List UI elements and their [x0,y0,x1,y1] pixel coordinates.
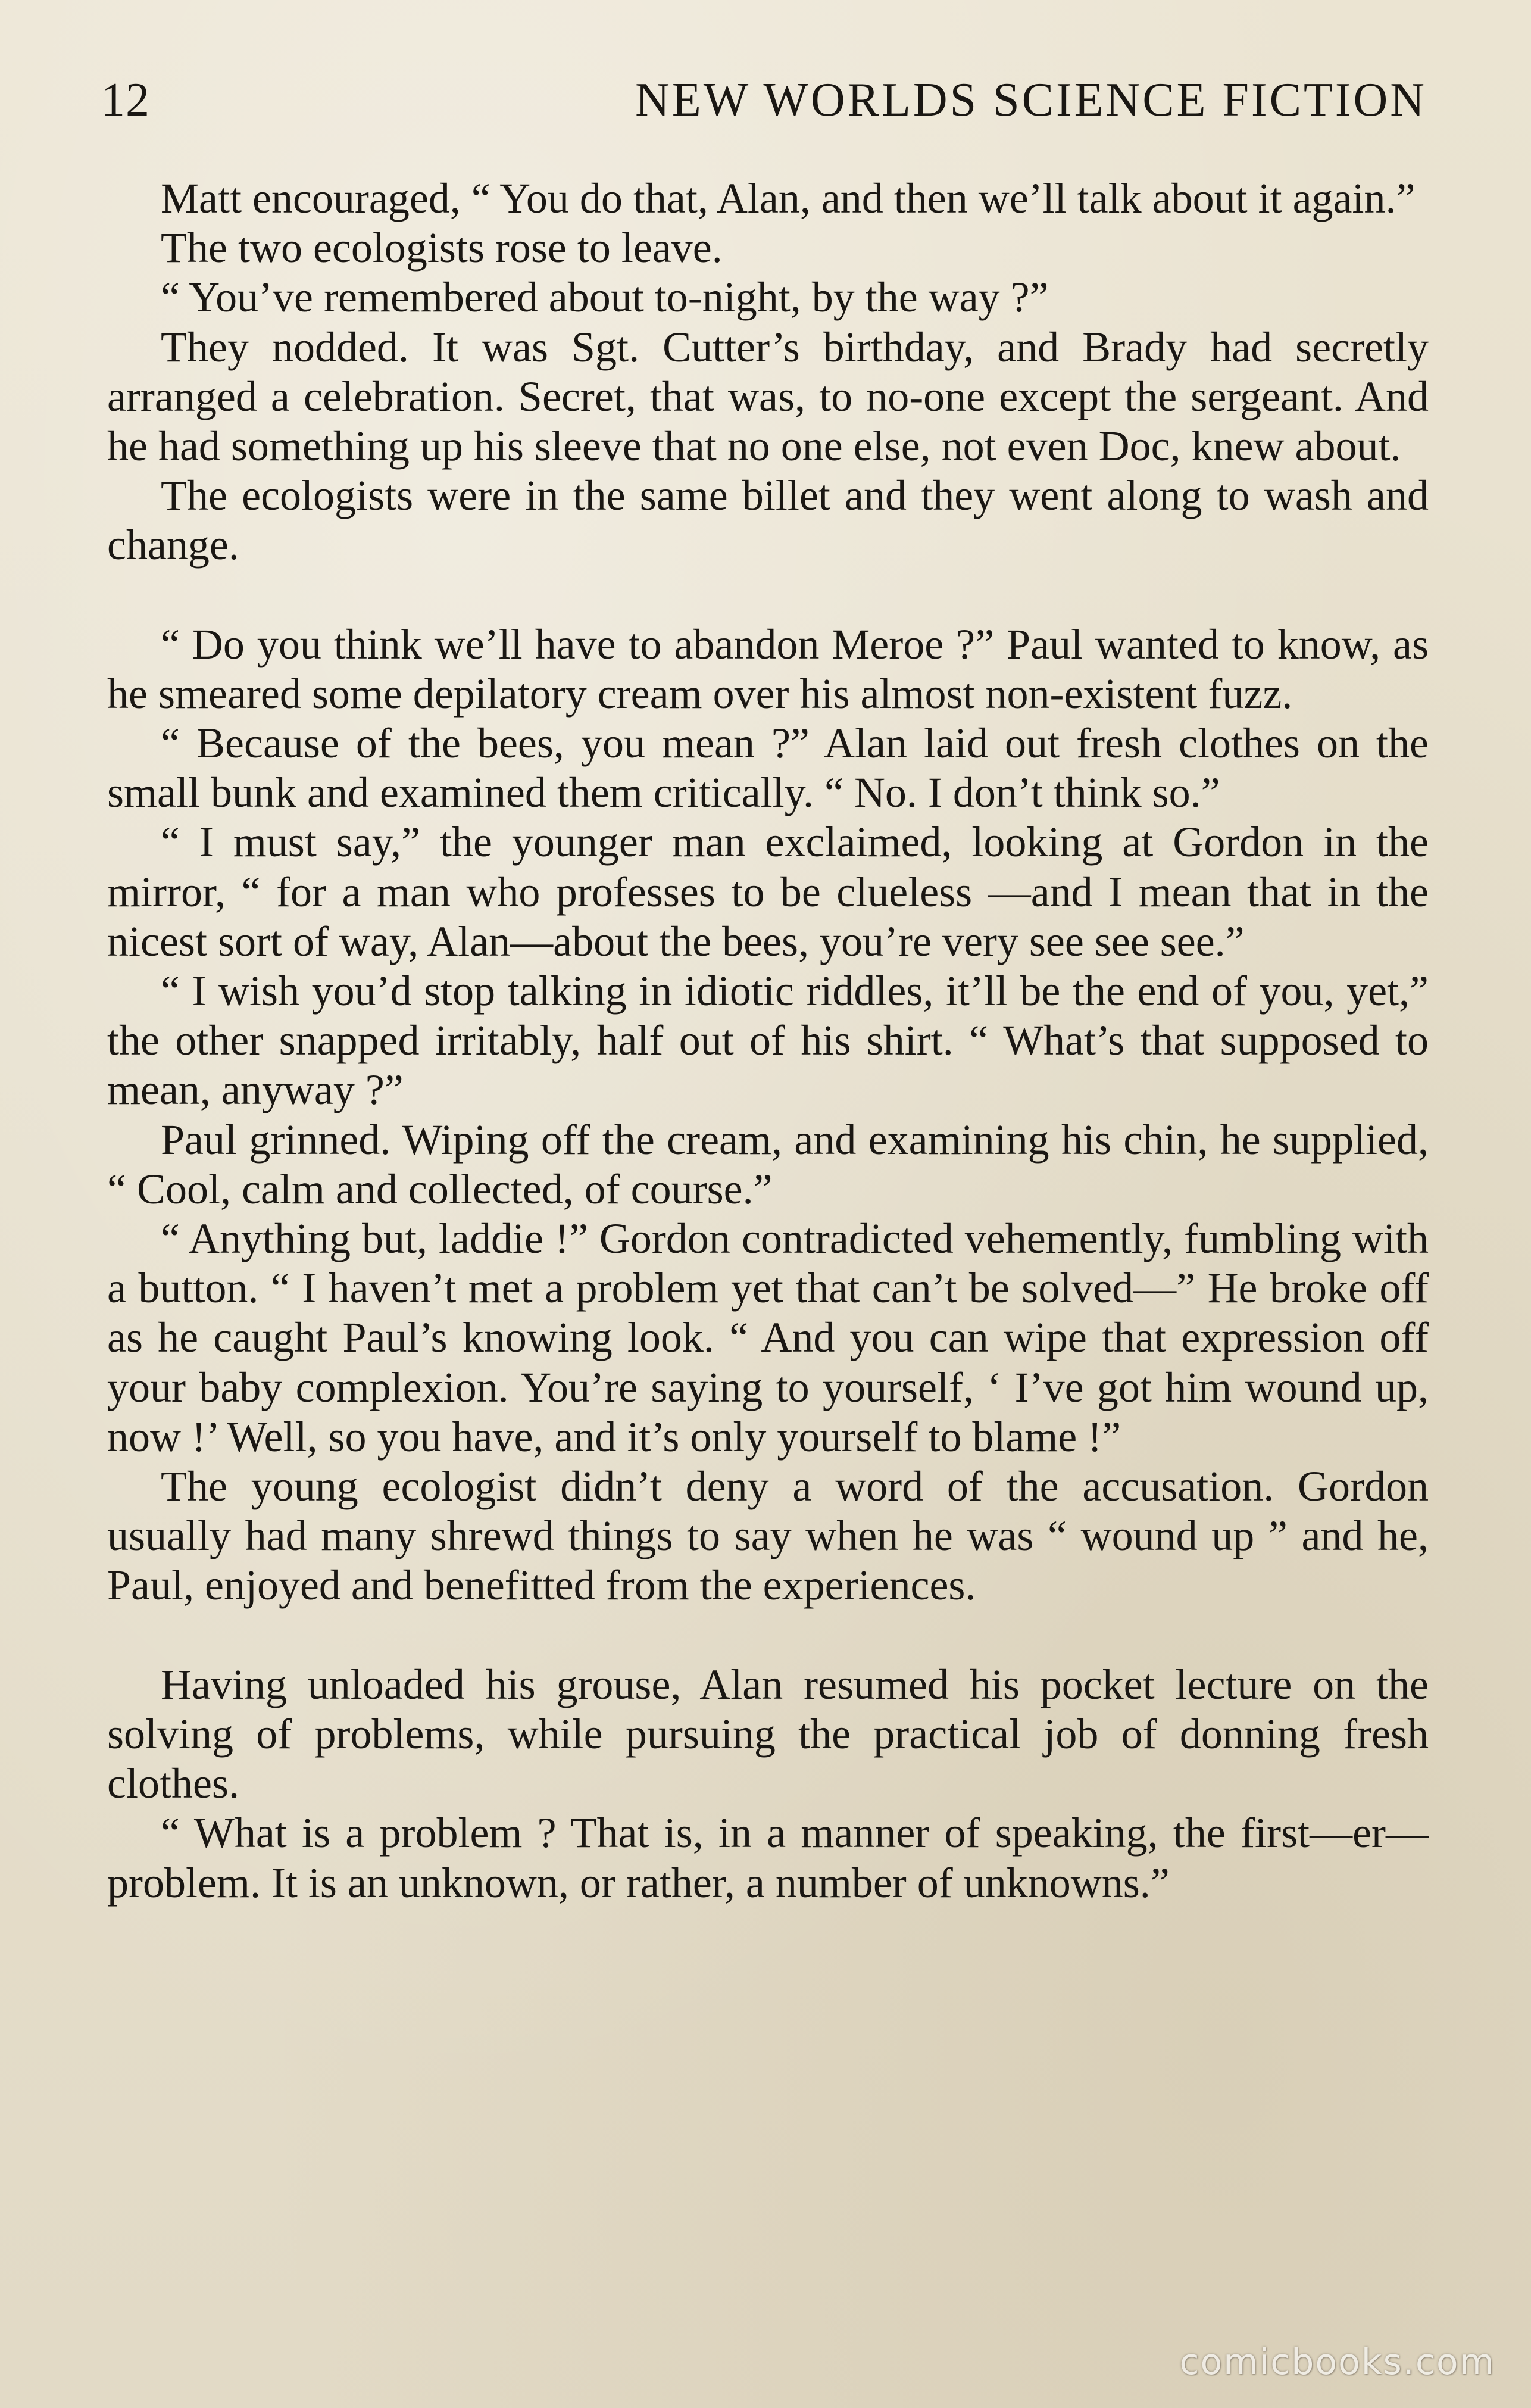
running-head: NEW WORLDS SCIENCE FICTION [635,74,1427,126]
paragraph: Matt encouraged, “ You do that, Alan, and then we’ll talk about it again.” [161,174,1416,222]
paragraph: “ Anything but, laddie !” Gordon contradicted vehemently, fumbling with a button. “ I haven’t met a problem yet that can’t be solved—” He broke off as he caught Paul’s knowing look. “ And you can wipe that expression off your baby complexion. You’re saying to yourself, ‘ I’ve got him wound up, now !’ Well, so you have, and it’s only yourself to blame !” [107,1215,1429,1461]
paragraph: “ What is a problem ? That is, in a manner of speaking, the first—er—problem. It is an unknown, or rather, a number of unknowns.” [107,1809,1429,1907]
paragraph: “ I must say,” the younger man exclaimed, looking at Gordon in the mirror, “ for a man who professes to be clueless —and I mean that in the nicest sort of way, Alan—about the bees, you’re very see see see.” [107,818,1429,965]
page-number: 12 [101,74,150,126]
paragraph: The ecologists were in the same billet and they went along to wash and change. [107,472,1429,569]
paragraph: The two ecologists rose to leave. [161,224,723,272]
paragraph: “ You’ve remembered about to-night, by the way ?” [161,273,1049,322]
paragraph: The young ecologist didn’t deny a word of the accusation. Gordon usually had many shrewd things to say when he was “ wound up ” and he, Paul, enjoyed and benefitted from the experiences. [107,1462,1429,1610]
paragraph: Having unloaded his grouse, Alan resumed his pocket lecture on the solving of problems, while pursuing the practical job of donning fresh clothes. [107,1660,1429,1808]
watermark: comicbooks.com [1179,2341,1495,2383]
paragraph: “ Do you think we’ll have to abandon Meroe ?” Paul wanted to know, as he smeared some depilatory cream over his almost non-existent fuzz. [107,620,1429,718]
body-text [107,174,1429,1908]
paragraph: They nodded. It was Sgt. Cutter’s birthday, and Brady had secretly arranged a celebration. Secret, that was, to no-one except the sergeant. And he had something up his sleeve that no one else, not even Doc, knew about. [107,323,1429,470]
paragraph: “ I wish you’d stop talking in idiotic riddles, it’ll be the end of you, yet,” the other snapped irritably, half out of his shirt. “ What’s that supposed to mean, anyway ?” [107,967,1429,1114]
paragraph: Paul grinned. Wiping off the cream, and examining his chin, he supplied, “ Cool, calm and collected, of course.” [107,1115,1429,1213]
paragraph: “ Because of the bees, you mean ?” Alan laid out fresh clothes on the small bunk and examined them critically. “ No. I don’t think so.” [107,719,1429,817]
page-header [101,70,1427,130]
